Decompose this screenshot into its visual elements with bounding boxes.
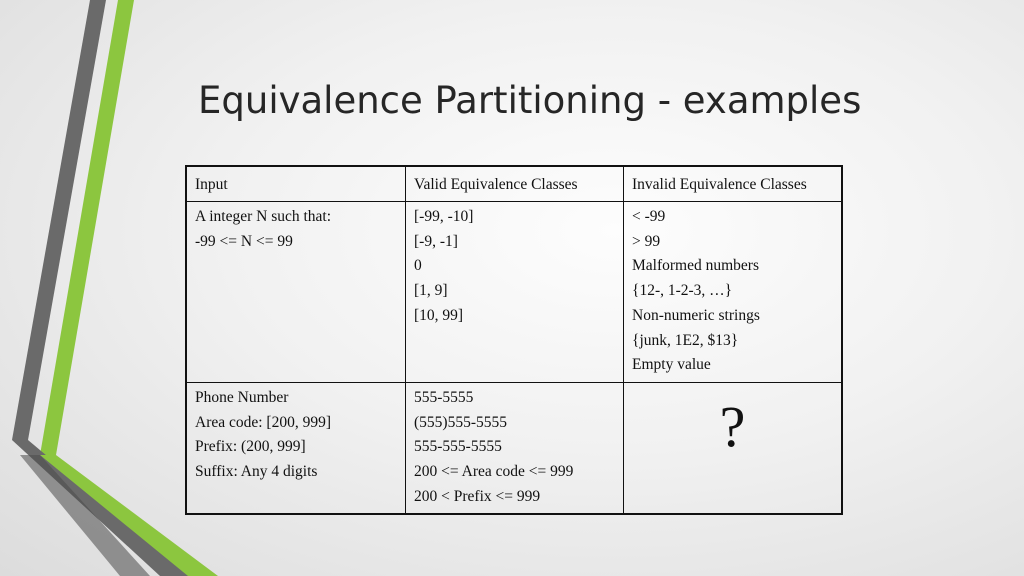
cell-line: (555)555-5555	[414, 413, 507, 431]
cell-line: Area code: [200, 999]	[195, 413, 332, 431]
table-row	[186, 202, 842, 383]
cell-line: {12-, 1-2-3, …}	[632, 282, 733, 300]
cell-line: [10, 99]	[414, 306, 464, 324]
cell-line: Prefix: (200, 999]	[195, 438, 306, 456]
cell-line: Malformed numbers	[632, 257, 759, 275]
header-invalid-classes: Invalid Equivalence Classes	[624, 166, 843, 202]
cell-invalid	[624, 382, 843, 514]
cell-line: [1, 9]	[414, 282, 448, 300]
cell-line: Non-numeric strings	[632, 306, 760, 324]
cell-line: 0	[414, 257, 422, 275]
table-header-row	[186, 166, 842, 202]
cell-valid	[406, 202, 624, 383]
slide-title: Equivalence Partitioning - examples	[198, 79, 862, 122]
cell-line: [-9, -1]	[414, 232, 458, 250]
cell-line: Empty value	[632, 356, 711, 374]
cell-line: [-99, -10]	[414, 208, 474, 225]
cell-valid	[406, 382, 624, 514]
cell-line: < -99	[632, 208, 666, 225]
table-row	[186, 382, 842, 514]
cell-line: A integer N such that:	[195, 208, 332, 225]
header-input: Input	[186, 166, 406, 202]
question-mark: ?	[719, 393, 746, 459]
cell-line: Suffix: Any 4 digits	[195, 463, 318, 481]
header-valid-classes: Valid Equivalence Classes	[406, 166, 624, 202]
cell-line: 200 <= Area code <= 999	[414, 463, 574, 481]
cell-line: {junk, 1E2, $13}	[632, 331, 739, 349]
cell-line: > 99	[632, 232, 661, 250]
cell-line: -99 <= N <= 99	[195, 232, 293, 250]
cell-line: 555-5555	[414, 388, 474, 406]
cell-line: 555-555-5555	[414, 438, 502, 456]
cell-line: Phone Number	[195, 388, 289, 406]
cell-invalid	[624, 202, 843, 383]
cell-input	[186, 382, 406, 514]
cell-input	[186, 202, 406, 383]
equivalence-table	[185, 165, 843, 515]
cell-line: 200 < Prefix <= 999	[414, 487, 541, 505]
